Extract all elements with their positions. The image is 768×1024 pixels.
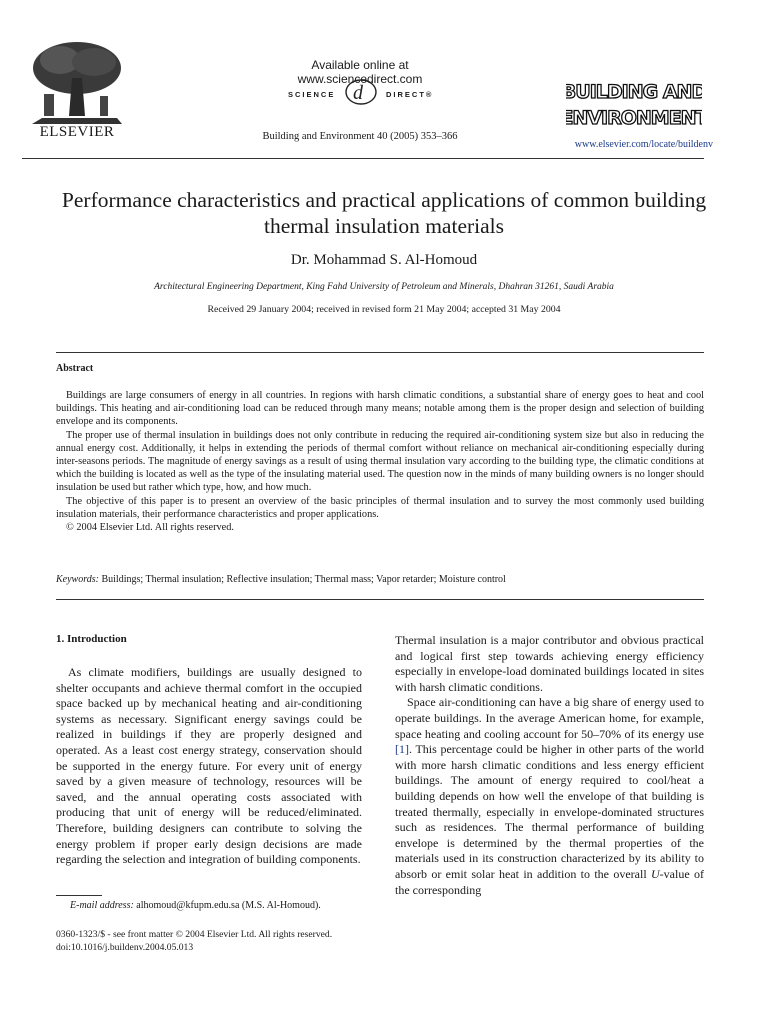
keywords-text: Buildings; Thermal insulation; Reflective insulation; Thermal mass; Vapor retarder; Moisture control [101, 574, 506, 585]
journal-logo-line1: BUILDING AND [566, 81, 702, 103]
sciencedirect-logo [280, 78, 450, 108]
abstract-paragraph-1: Buildings are large consumers of energy in all countries. In regions with harsh climatic conditions, a substantial share of energy goes to heat and cool buildings. This heating and air-conditioning load can be reduced through many means; notable among them is the proper design and selection of building envelope and its components. [56, 390, 704, 428]
article-title: Performance characteristics and practical applications of common building thermal insulation materials [61, 188, 707, 238]
abstract-paragraph-3: The objective of this paper is to present an overview of the basic principles of thermal insulation and to survey the most commonly used building insulation materials, their performance characteristics and proper applications. [56, 495, 704, 520]
right-paragraph-2-part-c: -value of the corresponding [395, 866, 704, 897]
footnote [70, 900, 370, 911]
available-online-text: Available online at www.sciencedirect.com [297, 58, 423, 86]
section-heading-introduction: 1. Introduction [56, 633, 127, 645]
sciencedirect-right-text: DIRECT® [386, 90, 434, 99]
journal-reference: Building and Environment 40 (2005) 353–366 [262, 131, 458, 142]
abstract-copyright: © 2004 Elsevier Ltd. All rights reserved. [66, 522, 234, 534]
right-paragraph-2 [395, 695, 704, 898]
sciencedirect-left-text: SCIENCE [288, 90, 336, 99]
footnote-email[interactable]: alhomoud@kfupm.edu.sa (M.S. Al-Homoud). [136, 900, 321, 911]
keywords-label: Keywords: [56, 574, 99, 585]
article-author: Dr. Mohammad S. Al-Homoud [290, 252, 478, 268]
abstract-divider-top [56, 352, 704, 353]
publisher-name: ELSEVIER [39, 124, 115, 140]
sciencedirect-d-icon [344, 78, 378, 106]
intro-column-right [395, 633, 704, 898]
abstract-body [56, 389, 704, 534]
keywords-divider [56, 599, 704, 600]
right-paragraph-2-part-b: . This percentage could be higher in other parts of the world with more harsh climatic conditions and less energy efficient buildings. The amount of energy required to cool/heat a building depends on how well the envelope of that building is treated thermally, especially in envelope-dominated structures such as residences. The thermal performance of building envelope is determined by the thermal properties of the materials used in its construction characterized by its ability to absorb or emit solar heat in addition to the overall [395, 742, 704, 881]
abstract-paragraph-2: The proper use of thermal insulation in buildings does not only contribute in reducing the required air-conditioning system size but also in reducing the annual energy cost. Additionally, it helps in extending the periods of thermal comfort without reliance on mechanical air-conditioning especially during inter-seasons periods. The magnitude of energy savings as a result of using thermal insulation vary according to the building type, the climatic conditions at which the building is located as well as the type of the insulating material used. The question now in the minds of many building owners is no longer should insulation be used but rather which type, how, and how much. [56, 429, 704, 494]
journal-url-link[interactable]: www.elsevier.com/locate/buildenv [574, 139, 713, 150]
building-environment-logo-icon [566, 72, 702, 134]
intro-column-left [56, 665, 362, 868]
intro-paragraph-1: As climate modifiers, buildings are usually designed to shelter occupants and achieve thermal comfort in the occupied space backed up by mechanical heating and air-conditioning systems as necessary. Significant energy savings could be realized in buildings if they are properly designed and operated. As a least cost energy strategy, conservation should be supported in the energy future. For every unit of energy saved by a given measure of technology, resources will be saved, and the annual operating costs associated with producing that unit of energy will be reduced/eliminated. Therefore, building designers can contribute to solving the energy problem if proper early design decisions are made regarding the selection and integration of building components. [56, 665, 362, 867]
abstract-heading: Abstract [56, 363, 94, 374]
journal-logo-line2: ENVIRONMENT [566, 107, 702, 129]
elsevier-tree-icon [22, 38, 132, 124]
footnote-divider [56, 895, 102, 896]
front-matter [56, 928, 396, 954]
header-divider [22, 158, 704, 159]
author-affiliation: Architectural Engineering Department, King Fahd University of Petroleum and Minerals, Dhahran 31261, Saudi Arabia [154, 282, 614, 292]
right-paragraph-2-part-a: Space air-conditioning can have a big share of energy used to operate buildings. In the average American home, for example, space heating and cooling account for 50–70% of its energy use [395, 695, 704, 741]
article-dates: Received 29 January 2004; received in revised form 21 May 2004; accepted 31 May 2004 [207, 304, 561, 315]
keywords [56, 574, 704, 585]
footnote-label: E-mail address: [70, 900, 134, 911]
doi-text: doi:10.1016/j.buildenv.2004.05.013 [56, 942, 194, 953]
right-paragraph-1: Thermal insulation is a major contributor and obvious practical and logical first step towards achieving energy efficiency especially in envelope-load dominated buildings located in sites with harsh climatic conditions. [395, 633, 704, 694]
u-value-symbol: U [651, 866, 660, 881]
svg-text:d: d [353, 82, 363, 104]
citation-link-1[interactable]: [1] [395, 742, 409, 757]
front-matter-line-1: 0360-1323/$ - see front matter © 2004 Elsevier Ltd. All rights reserved. [56, 929, 333, 940]
journal-logo [566, 72, 702, 134]
